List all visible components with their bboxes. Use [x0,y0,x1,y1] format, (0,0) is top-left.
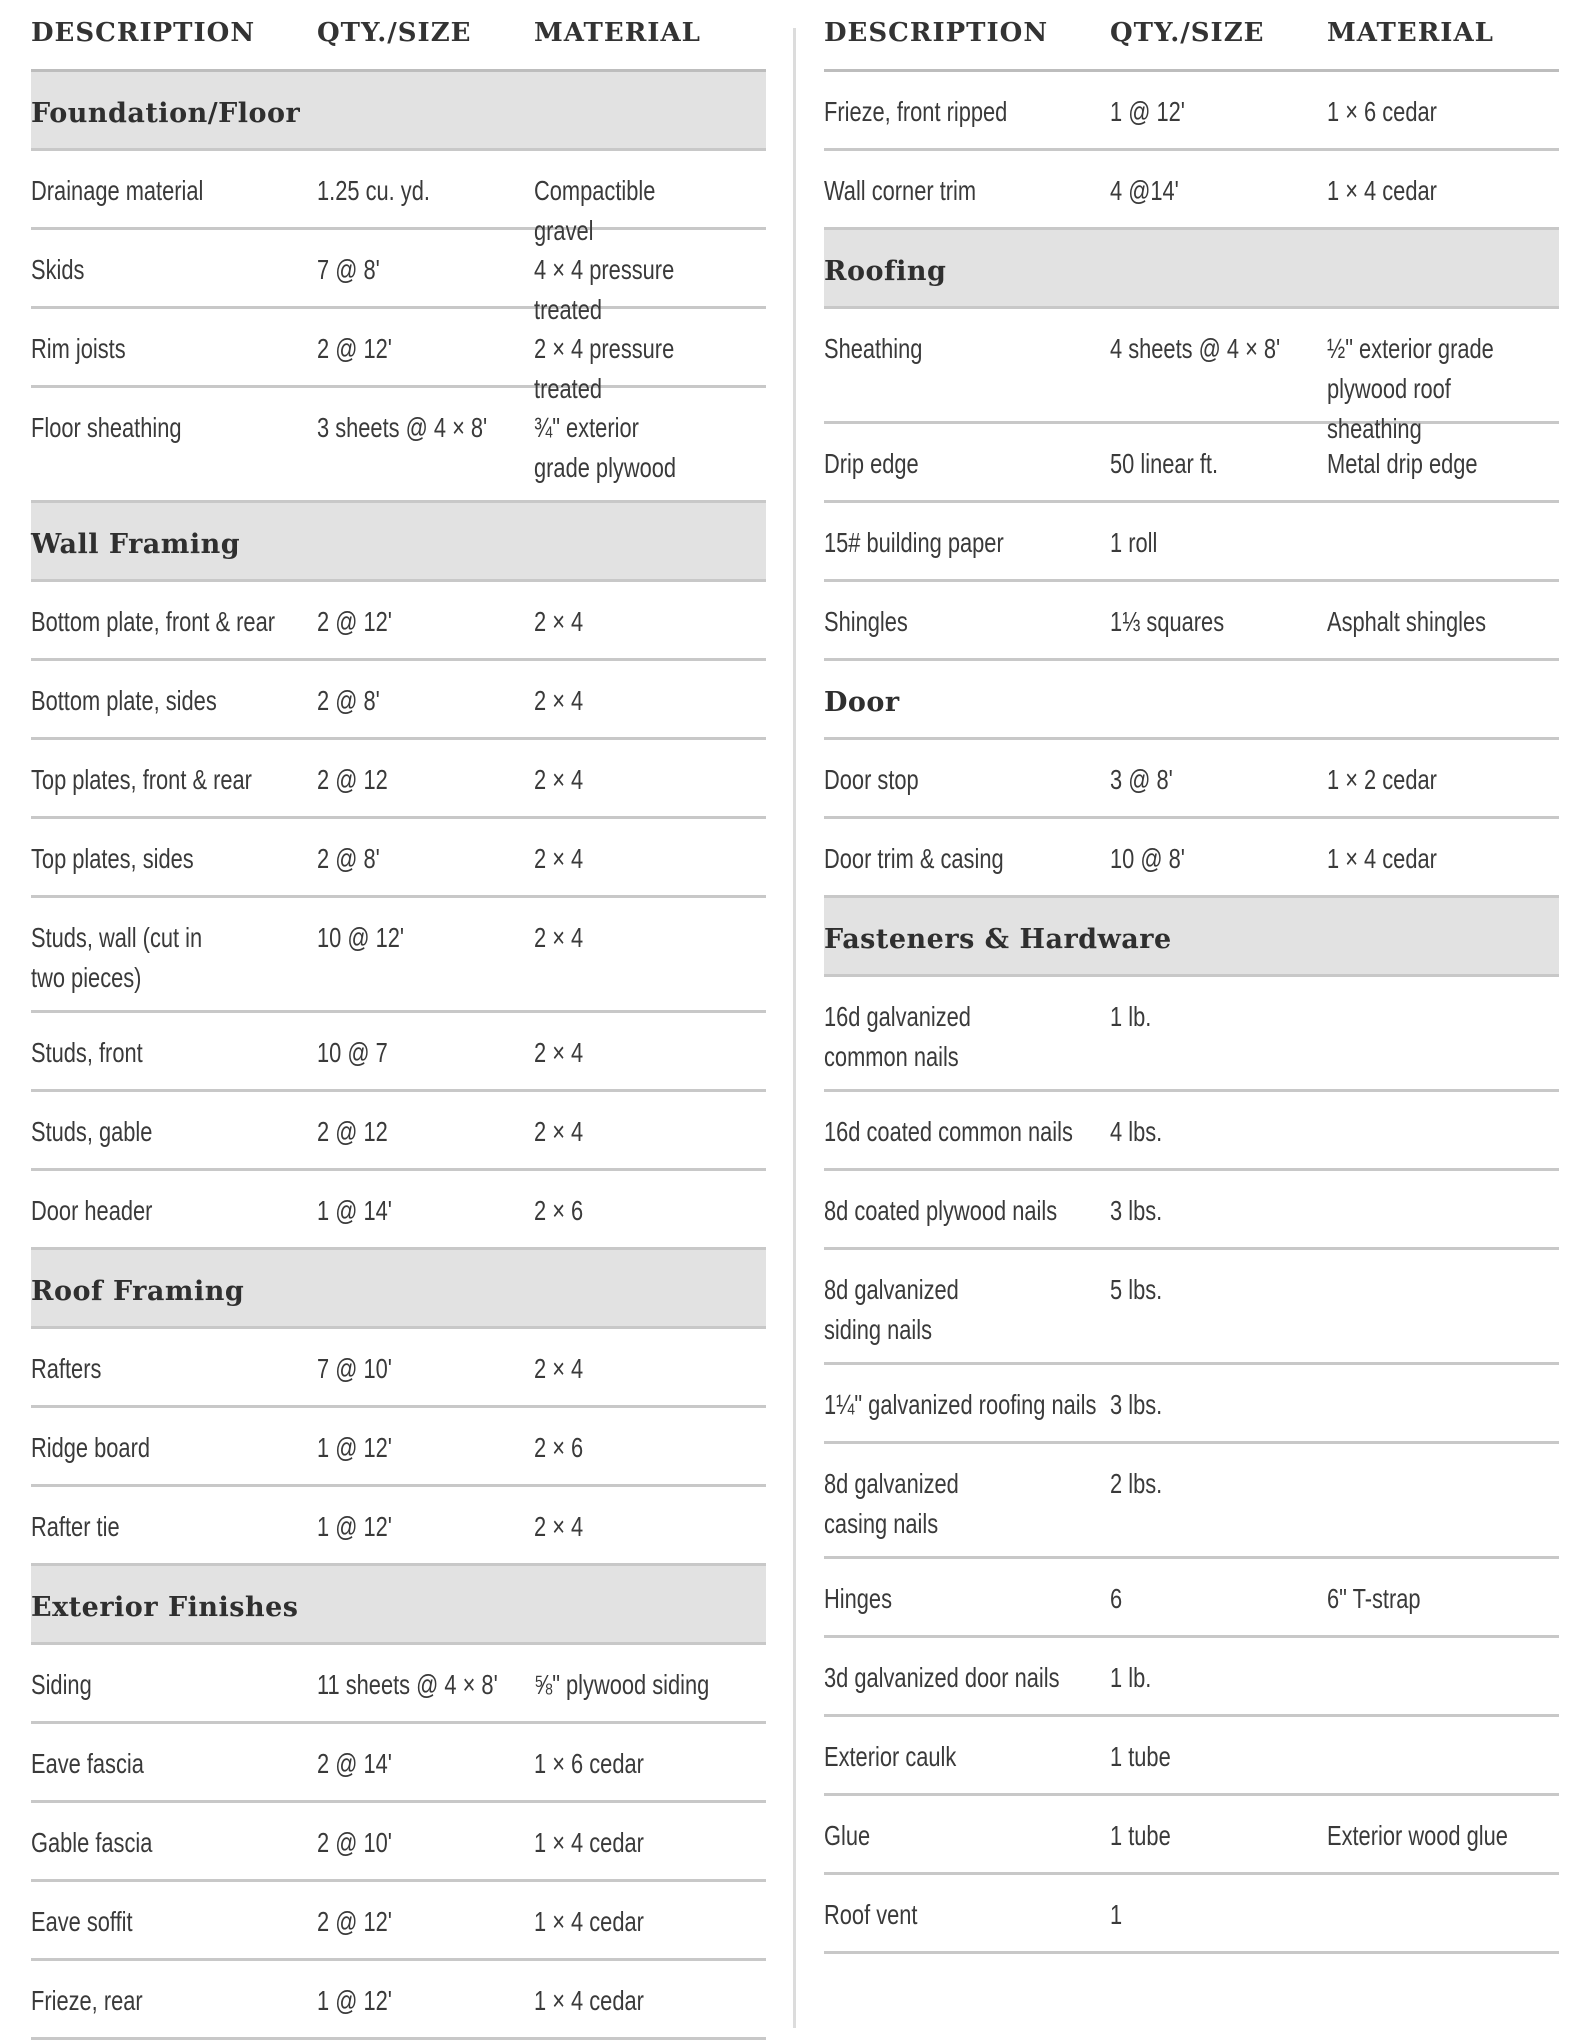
item-description: Gable fascia [31,1827,153,1858]
column-divider [793,28,796,2028]
item-description: Sheathing [824,333,923,364]
item-material: 2 × 4 [534,1511,584,1542]
item-qty-size: 1 @ 12' [1110,96,1185,127]
item-description: Wall corner trim [824,175,977,206]
item-material: 2 × 6 [534,1195,584,1226]
table-row [31,230,766,325]
item-material: Asphalt shingles [1327,606,1487,637]
item-material: 1 × 4 cedar [1327,843,1437,874]
section-label: Exterior Finishes [31,1592,299,1623]
item-material: 2 × 4 [534,1037,584,1068]
item-description: 15# building paper [824,527,1004,558]
section-header [824,230,1559,309]
item-material: ⅝" plywood siding [534,1669,710,1700]
section-header [31,503,766,582]
item-qty-size: 2 @ 12 [317,1116,388,1147]
item-description: Glue [824,1820,871,1851]
section-header [824,661,1559,740]
section-label: Door [824,687,900,718]
table-row [31,151,766,246]
item-qty-size: 7 @ 8' [317,254,380,285]
table-row [31,1961,766,2040]
table-row [31,1803,766,1882]
table-row [824,1092,1559,1171]
table-row [824,72,1559,151]
item-qty-size: 1 @ 12' [317,1432,392,1463]
section-header [31,1566,766,1645]
item-material: ½" exterior grade plywood roof sheathing [1327,333,1494,444]
item-description: Eave fascia [31,1748,144,1779]
item-qty-size: 10 @ 12' [317,922,405,953]
table-row [824,1717,1559,1796]
item-description: Drainage material [31,175,204,206]
item-qty-size: 2 @ 12 [317,764,388,795]
table-row [31,388,766,503]
header-qty: QTY./SIZE [1110,18,1265,48]
table-row [31,1645,766,1724]
item-qty-size: 10 @ 8' [1110,843,1185,874]
table-row [824,1796,1559,1875]
item-material: 2 × 4 pressure treated [534,333,675,404]
item-qty-size: 1 lb. [1110,1662,1152,1693]
item-description: Frieze, rear [31,1985,143,2016]
item-qty-size: 3 sheets @ 4 × 8' [317,412,488,443]
item-material: 2 × 4 [534,764,584,795]
item-description: Studs, gable [31,1116,153,1147]
table-header [824,0,1559,72]
table-row [31,740,766,819]
item-description: 1¼" galvanized roofing nails [824,1389,1097,1420]
item-material: 2 × 4 [534,843,584,874]
item-qty-size: 1 tube [1110,1820,1171,1851]
table-row [31,1171,766,1250]
item-material: 2 × 4 [534,1116,584,1147]
item-qty-size: 1⅓ squares [1110,606,1225,637]
item-material: Compactible gravel [534,175,656,246]
item-qty-size: 4 lbs. [1110,1116,1163,1147]
materials-table-left [31,0,766,2040]
table-row [824,1250,1559,1365]
header-qty: QTY./SIZE [317,18,472,48]
item-description: Rim joists [31,333,126,364]
table-row [31,1487,766,1566]
item-material: 1 × 4 cedar [534,1827,644,1858]
table-row [31,819,766,898]
item-description: Bottom plate, front & rear [31,606,275,637]
table-row [31,582,766,661]
table-row [824,977,1559,1092]
item-material: 6" T-strap [1327,1583,1421,1614]
item-description: Door trim & casing [824,843,1004,874]
item-qty-size: 50 linear ft. [1110,448,1219,479]
item-qty-size: 1 @ 12' [317,1985,392,2016]
item-qty-size: 1 tube [1110,1741,1171,1772]
item-material: 1 × 2 cedar [1327,764,1437,795]
header-material: MATERIAL [1327,18,1494,48]
item-qty-size: 4 sheets @ 4 × 8' [1110,333,1281,364]
table-row [31,898,766,1013]
table-row [31,661,766,740]
item-description: Ridge board [31,1432,150,1463]
item-material: 2 × 4 [534,922,584,953]
item-qty-size: 1 lb. [1110,1001,1152,1032]
table-row [31,1882,766,1961]
header-description: DESCRIPTION [824,18,1049,48]
item-description: Exterior caulk [824,1741,957,1772]
item-qty-size: 4 @14' [1110,175,1179,206]
table-row [824,819,1559,898]
table-row [824,1559,1559,1638]
item-qty-size: 2 @ 12' [317,333,392,364]
item-description: Door stop [824,764,919,795]
header-description: DESCRIPTION [31,18,256,48]
item-qty-size: 2 @ 12' [317,606,392,637]
item-description: 16d galvanized common nails [824,1001,971,1072]
item-qty-size: 2 @ 8' [317,843,380,874]
item-qty-size: 2 @ 8' [317,685,380,716]
item-description: Floor sheathing [31,412,182,443]
item-qty-size: 3 lbs. [1110,1195,1163,1226]
item-qty-size: 1 roll [1110,527,1158,558]
section-label: Roof Framing [31,1276,245,1307]
table-row [824,503,1559,582]
item-description: Studs, front [31,1037,143,1068]
item-description: Drip edge [824,448,919,479]
item-description: 8d coated plywood nails [824,1195,1058,1226]
item-description: Door header [31,1195,153,1226]
item-description: 8d galvanized casing nails [824,1468,959,1539]
table-row [824,1365,1559,1444]
table-row [824,740,1559,819]
item-qty-size: 1 @ 12' [317,1511,392,1542]
section-label: Roofing [824,256,947,287]
item-qty-size: 7 @ 10' [317,1353,392,1384]
table-row [824,151,1559,230]
item-description: 16d coated common nails [824,1116,1073,1147]
item-qty-size: 2 @ 10' [317,1827,392,1858]
item-description: Siding [31,1669,92,1700]
item-qty-size: 1 @ 14' [317,1195,392,1226]
table-row [824,1444,1559,1559]
item-qty-size: 2 @ 14' [317,1748,392,1779]
header-material: MATERIAL [534,18,701,48]
table-row [31,1013,766,1092]
table-row [824,424,1559,503]
item-description: Skids [31,254,85,285]
section-label: Fasteners & Hardware [824,924,1172,955]
item-qty-size: 6 [1110,1583,1123,1614]
section-header [31,1250,766,1329]
item-description: Top plates, sides [31,843,194,874]
item-material: 2 × 4 [534,606,584,637]
section-header [824,898,1559,977]
item-material: 1 × 4 cedar [534,1906,644,1937]
table-row [824,1171,1559,1250]
item-description: Eave soffit [31,1906,133,1937]
item-description: 8d galvanized siding nails [824,1274,959,1345]
item-description: Roof vent [824,1899,918,1930]
table-header [31,0,766,72]
item-material: 1 × 6 cedar [1327,96,1437,127]
table-row [31,1329,766,1408]
item-description: Shingles [824,606,908,637]
table-row [31,1092,766,1171]
item-qty-size: 5 lbs. [1110,1274,1163,1305]
item-description: Studs, wall (cut in two pieces) [31,922,203,993]
item-material: 1 × 6 cedar [534,1748,644,1779]
table-row [31,1724,766,1803]
item-description: Bottom plate, sides [31,685,217,716]
item-qty-size: 11 sheets @ 4 × 8' [317,1669,498,1700]
item-material: ¾" exterior grade plywood [534,412,677,483]
table-row [824,1875,1559,1954]
item-qty-size: 1 [1110,1899,1123,1930]
item-material: Exterior wood glue [1327,1820,1508,1851]
item-qty-size: 3 @ 8' [1110,764,1173,795]
item-material: 2 × 4 [534,685,584,716]
item-material: 1 × 4 cedar [534,1985,644,2016]
item-material: 2 × 6 [534,1432,584,1463]
table-row [824,582,1559,661]
item-qty-size: 1.25 cu. yd. [317,175,430,206]
table-row [824,1638,1559,1717]
item-material: 1 × 4 cedar [1327,175,1437,206]
item-description: Hinges [824,1583,892,1614]
item-description: Top plates, front & rear [31,764,252,795]
item-material: Metal drip edge [1327,448,1478,479]
materials-table-right [824,0,1559,1954]
item-qty-size: 3 lbs. [1110,1389,1163,1420]
item-material: 4 × 4 pressure treated [534,254,675,325]
item-description: Rafter tie [31,1511,120,1542]
item-description: Frieze, front ripped [824,96,1008,127]
item-description: Rafters [31,1353,102,1384]
table-row [31,1408,766,1487]
item-qty-size: 2 @ 12' [317,1906,392,1937]
table-row [31,309,766,404]
section-label: Wall Framing [31,529,241,560]
item-qty-size: 10 @ 7 [317,1037,388,1068]
section-label: Foundation/Floor [31,98,301,129]
table-row [824,309,1559,444]
item-material: 2 × 4 [534,1353,584,1384]
item-qty-size: 2 lbs. [1110,1468,1163,1499]
item-description: 3d galvanized door nails [824,1662,1060,1693]
section-header [31,72,766,151]
